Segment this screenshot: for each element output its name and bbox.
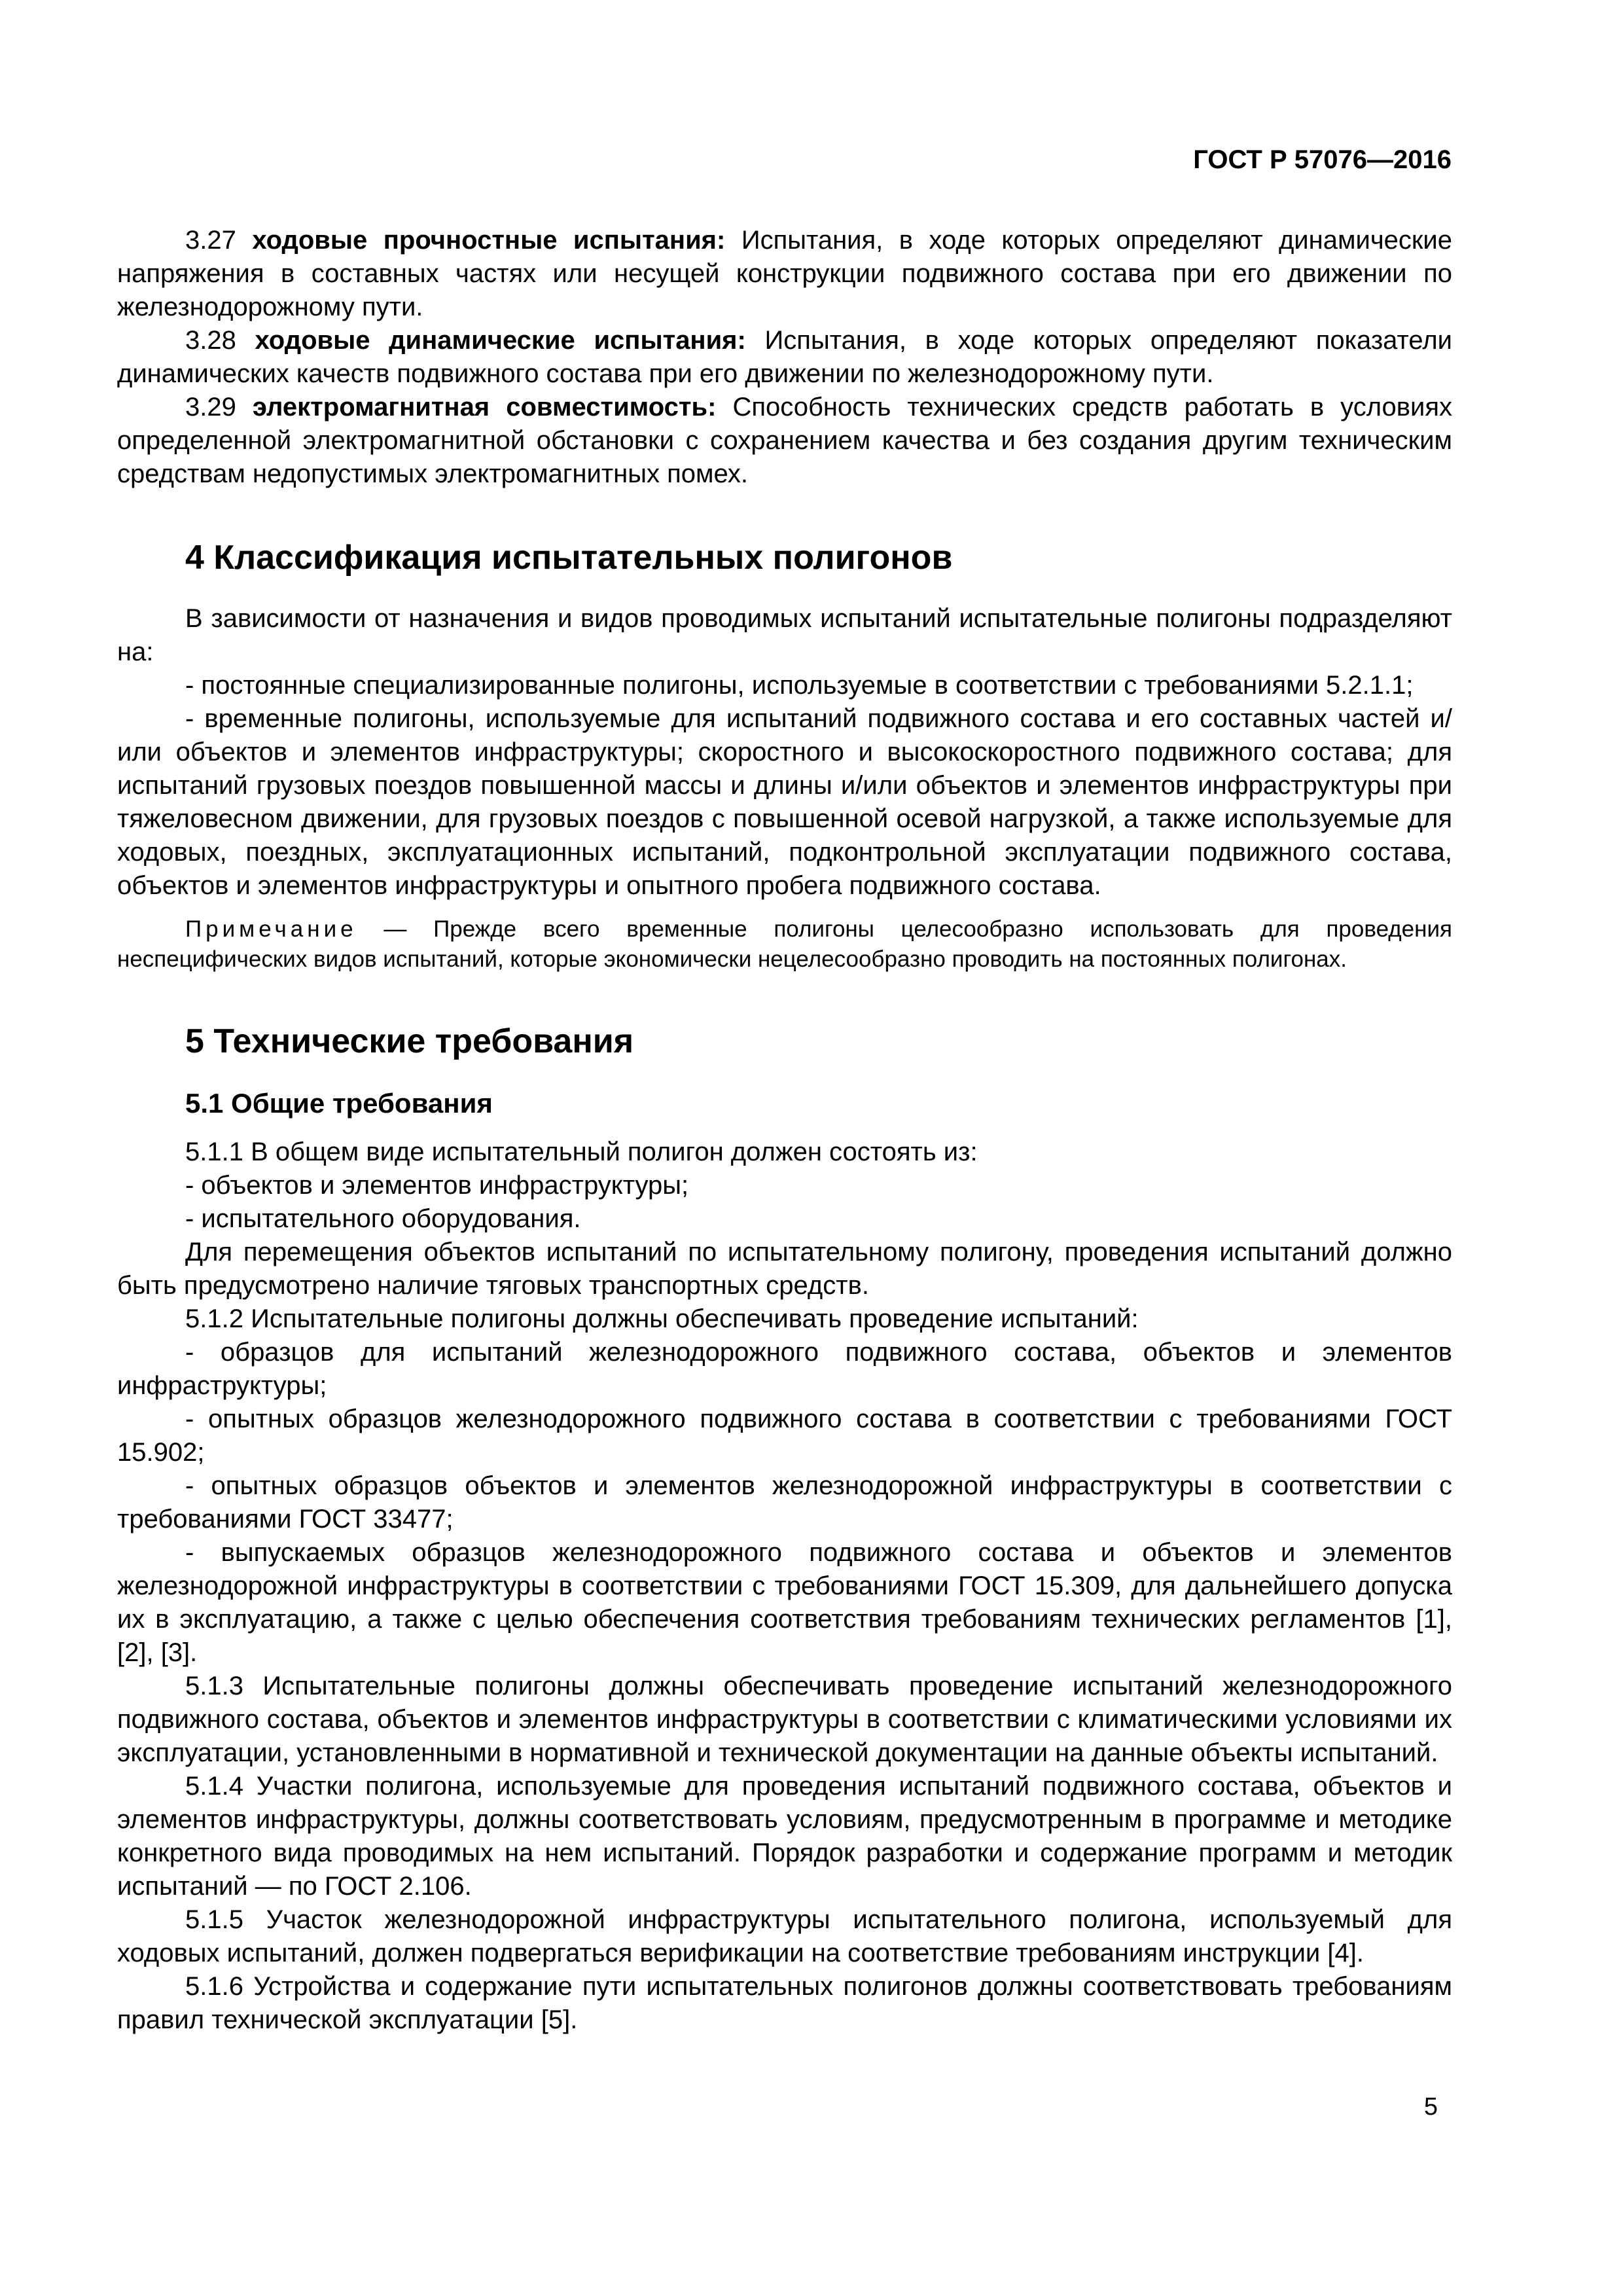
term-name: электромагнитная совместимость: [252,393,717,422]
clause-5-1-2-item: - опытных образцов железнодорожного подвижного состава в соответствии с требованиями ГОСТ 15.902; [117,1405,1452,1467]
clause-5-1-1: 5.1.1 В общем виде испытательный полигон должен состоять из: [185,1138,978,1166]
clause-5-1-3: 5.1.3 Испытательные полигоны должны обеспечивать проведение испытаний железнодорожного подвижного состава, объектов и элементов инфраструктуры в соответствии с климатическими условиями их эксплуатации, установленными в нормативной и технической документации на данные объекты испытаний. [117,1672,1452,1767]
document-id: ГОСТ Р 57076—2016 [1193,145,1452,174]
term-definition: Способность технических средств работать в условиях определенной электромагнитной обстановки с сохранением качества и без создания другим техническим средствам недопустимых электромагнитных помех. [117,393,1453,488]
clause-5-1-1-item: - объектов и элементов инфраструктуры; [185,1171,689,1200]
term-number: 3.27 [185,226,236,255]
clause-5-1-2-item: - образцов для испытаний железнодорожного подвижного состава, объектов и элементов инфраструктуры; [117,1338,1452,1400]
term-name: ходовые динамические испытания: [255,326,746,355]
term-3-29 [117,391,1452,491]
document-body [117,224,1452,2037]
section-4-heading: 4 Классификация испытательных полигонов [185,539,953,577]
term-3-27 [117,224,1452,324]
clause-5-1-4: 5.1.4 Участки полигона, используемые для проведения испытаний подвижного состава, объектов и элементов инфраструктуры, должны соответствовать условиям, предусмотренным в программе и методике конкретного вида проводимых на нем испытаний. Порядок разработки и содержание программ и методик испытаний — по ГОСТ 2.106. [117,1772,1452,1901]
note-label: Примечание [185,916,357,942]
clause-5-1-1-tail: Для перемещения объектов испытаний по испытательному полигону, проведения испытаний должно быть предусмотрено наличие тяговых транспортных средств. [117,1238,1452,1300]
term-3-28 [117,324,1452,391]
clause-5-1-2-item: - выпускаемых образцов железнодорожного подвижного состава и объектов и элементов железнодорожной инфраструктуры в соответствии с требованиями ГОСТ 15.309, для дальнейшего допуска их в эксплуатацию, а также с целью обеспечения соответствия требованиям технических регламентов [1], [2], [3]. [117,1538,1452,1667]
term-definition: Испытания, в ходе которых определяют показатели динамических качеств подвижного состава при его движении по железнодорожному пути. [117,326,1452,388]
section-5-heading: 5 Технические требования [185,1022,634,1060]
clause-5-1-2-item: - опытных образцов объектов и элементов железнодорожной инфраструктуры в соответствии с требованиями ГОСТ 33477; [117,1471,1452,1534]
clause-5-1-1-item: - испытательного оборудования. [185,1204,581,1233]
section-4-item: - временные полигоны, используемые для испытаний подвижного состава и его составных частей и/или объектов и элементов инфраструктуры; скоростного и высокоскоростного подвижного состава; для испытаний грузовых поездов повышенной массы и длины и/или объектов и элементов инфраструктуры при тяжеловесном движении, для грузовых поездов с повышенной осевой нагрузкой, а также используемые для ходовых, поездных, эксплуатационных испытаний, подконтрольной эксплуатации подвижного состава, объектов и элементов инфраструктуры и опытного пробега подвижного состава. [117,704,1452,900]
clause-5-1-5: 5.1.5 Участок железнодорожной инфраструктуры испытательного полигона, используемый для ходовых испытаний, должен подвергаться верификации на соответствие требованиям инструкции [4]. [117,1905,1452,1967]
term-number: 3.28 [185,326,236,355]
section-4-intro: В зависимости от назначения и видов проводимых испытаний испытательные полигоны подразделяют на: [117,604,1452,666]
clause-5-1-6: 5.1.6 Устройства и содержание пути испытательных полигонов должны соответствовать требованиям правил технической эксплуатации [5]. [117,1972,1452,2034]
term-name: ходовые прочностные испытания: [252,226,726,255]
section-4-item: - постоянные специализированные полигоны, используемые в соответствии с требованиями 5.2.1.1; [185,671,1414,700]
term-number: 3.29 [185,393,236,422]
term-definition: Испытания, в ходе которых определяют динамические напряжения в составных частях или несущей конструкции подвижного состава при его движении по железнодорожному пути. [117,226,1453,321]
subsection-5-1-heading: 5.1 Общие требования [185,1088,493,1119]
note-text: — Прежде всего временные полигоны целесообразно использовать для проведения неспецифических видов испытаний, которые экономически нецелесообразно проводить на постоянных полигонах. [117,916,1452,972]
clause-5-1-2: 5.1.2 Испытательные полигоны должны обеспечивать проведение испытаний: [185,1304,1139,1333]
page-number: 5 [1423,2093,1438,2121]
section-4-note [117,914,1452,975]
